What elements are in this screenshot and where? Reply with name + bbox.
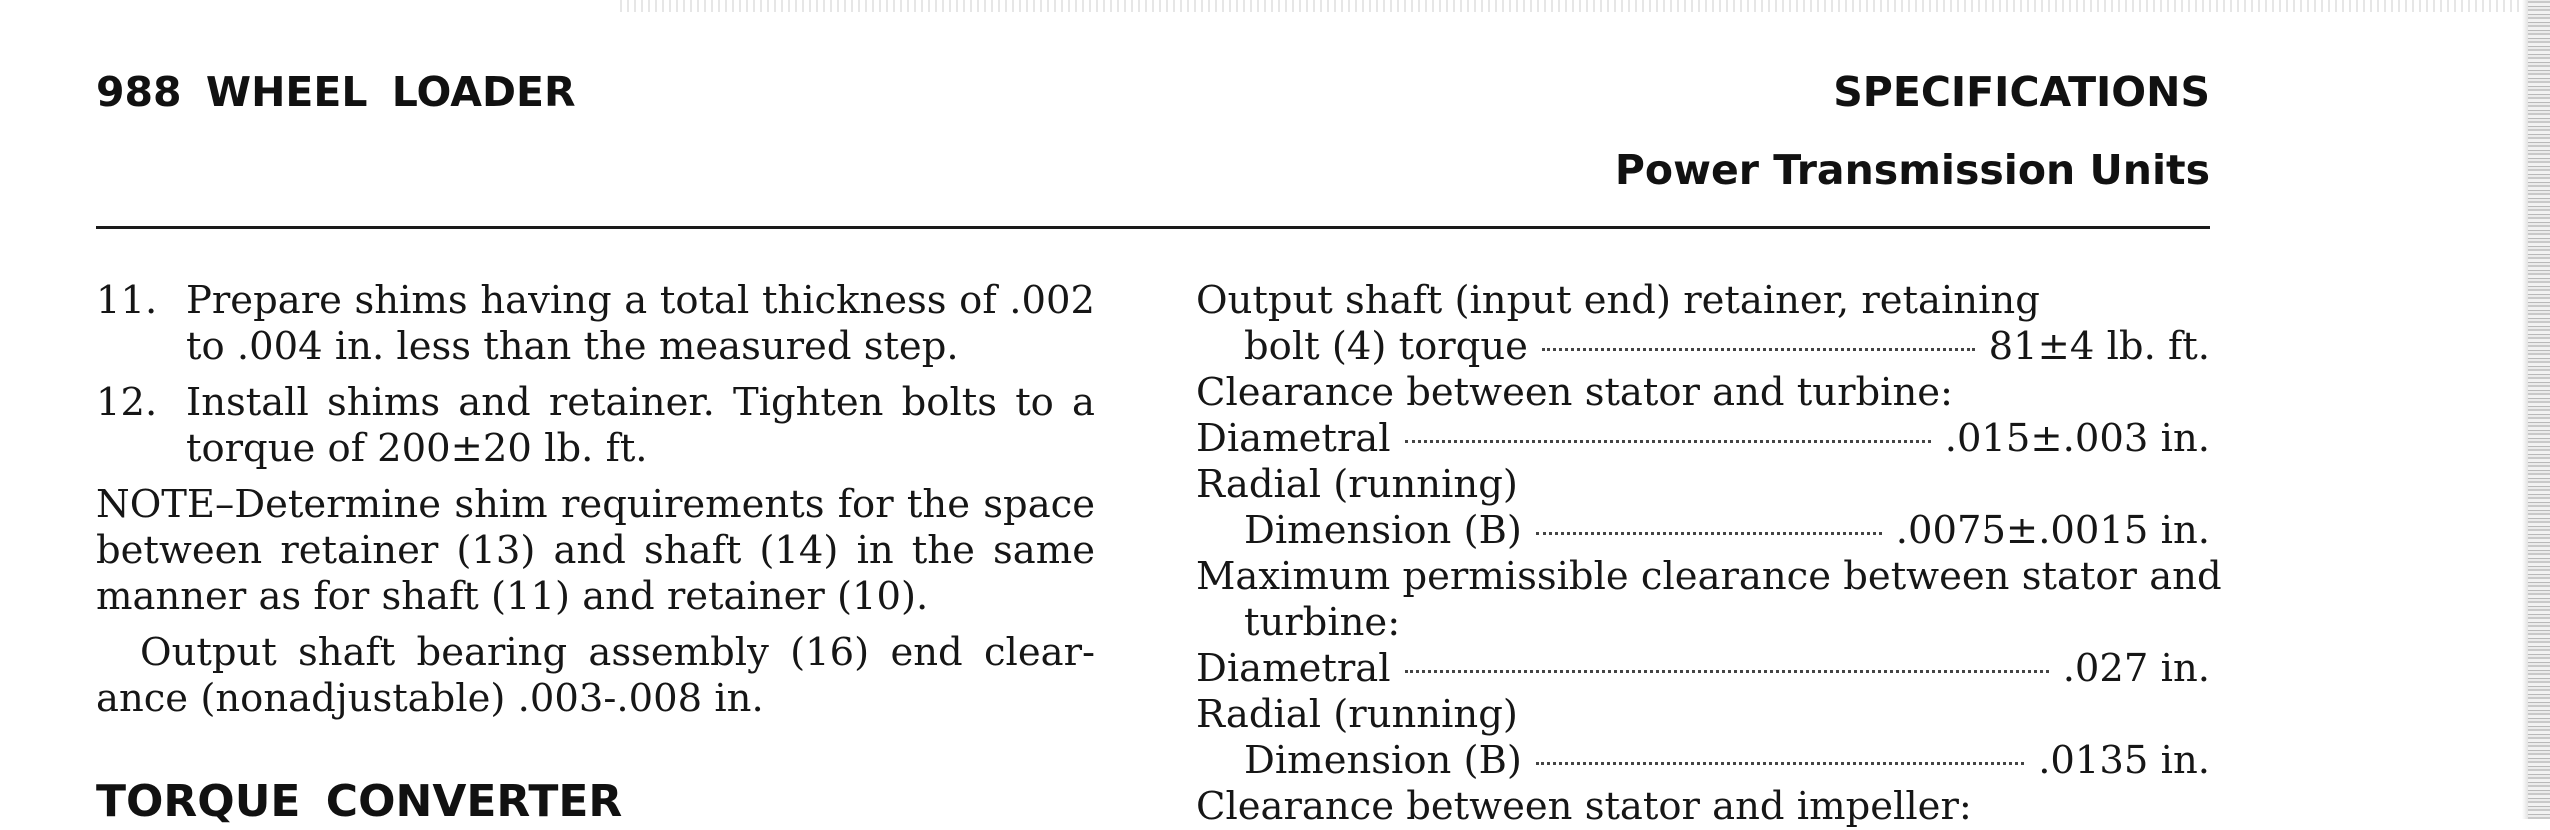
max-clearance-line-2: turbine:	[1244, 600, 1401, 645]
diametral-row-2	[1196, 646, 2210, 692]
spec-label: bolt (4) torque	[1244, 324, 1528, 369]
note-line-1: NOTE–Determine shim requirements for the space	[96, 482, 1095, 527]
spec-label: Dimension (B)	[1244, 508, 1522, 553]
step-11	[96, 278, 1095, 370]
note-paragraph	[96, 482, 1095, 620]
step-11-line-1: Prepare shims having a total thickness of .002	[186, 278, 1095, 323]
dimension-row-2	[1196, 738, 2210, 784]
retainer-torque-row	[1196, 324, 2210, 370]
paragraph-line-1: Output shaft bearing assembly (16) end clear-	[140, 630, 1095, 675]
spec-label: Diametral	[1196, 646, 1391, 691]
dot-leader	[1536, 761, 2024, 765]
right-column	[1196, 278, 2222, 830]
step-12-line-2: torque of 200±20 lb. ft.	[186, 426, 648, 471]
torque-converter-heading: TORQUE CONVERTER	[96, 776, 623, 827]
step-12-line-1: Install shims and retainer. Tighten bolts to a	[186, 380, 1095, 425]
scan-noise-top	[620, 0, 2550, 12]
spec-label: Diametral	[1196, 416, 1391, 461]
note-line-2: between retainer (13) and shaft (14) in the same	[96, 528, 1095, 573]
paragraph-line-2: ance (nonadjustable) .003-.008 in.	[96, 676, 764, 721]
spec-value: .027 in.	[2062, 646, 2210, 691]
spec-value: .015±.003 in.	[1944, 416, 2210, 461]
section-subtitle: Power Transmission Units	[1614, 146, 2210, 194]
spec-value: .0075±.0015 in.	[1895, 508, 2210, 553]
page-title: 988 WHEEL LOADER	[96, 68, 576, 116]
step-12	[96, 380, 1095, 472]
max-clearance-line-1: Maximum permissible clearance between stator and	[1196, 554, 2222, 599]
retainer-spec-line-1: Output shaft (input end) retainer, retaining	[1196, 278, 2040, 323]
step-number: 11.	[96, 278, 158, 323]
dimension-row-1	[1196, 508, 2210, 554]
step-number: 12.	[96, 380, 158, 425]
radial-label-1: Radial (running)	[1196, 462, 1518, 507]
step-11-line-2: to .004 in. less than the measured step.	[186, 324, 959, 369]
spec-label: Dimension (B)	[1244, 738, 1522, 783]
dot-leader	[1405, 439, 1931, 443]
dot-leader	[1405, 669, 2049, 673]
stator-turbine-heading: Clearance between stator and turbine:	[1196, 370, 1953, 415]
radial-label-2: Radial (running)	[1196, 692, 1518, 737]
step-text	[186, 380, 1095, 472]
dot-leader	[1542, 347, 1975, 351]
diametral-row-1	[1196, 416, 2210, 462]
note-line-3: manner as for shaft (11) and retainer (10).	[96, 574, 929, 619]
end-clearance-paragraph	[96, 630, 1095, 722]
dot-leader	[1536, 531, 1882, 535]
scan-edge	[2528, 0, 2550, 819]
stator-impeller-heading: Clearance between stator and impeller:	[1196, 784, 1972, 829]
section-title: SPECIFICATIONS	[1833, 68, 2210, 116]
step-text	[186, 278, 1095, 370]
left-column	[96, 278, 1095, 722]
spec-value: .0135 in.	[2038, 738, 2210, 783]
header-rule	[96, 226, 2210, 229]
spec-value: 81±4 lb. ft.	[1988, 324, 2210, 369]
